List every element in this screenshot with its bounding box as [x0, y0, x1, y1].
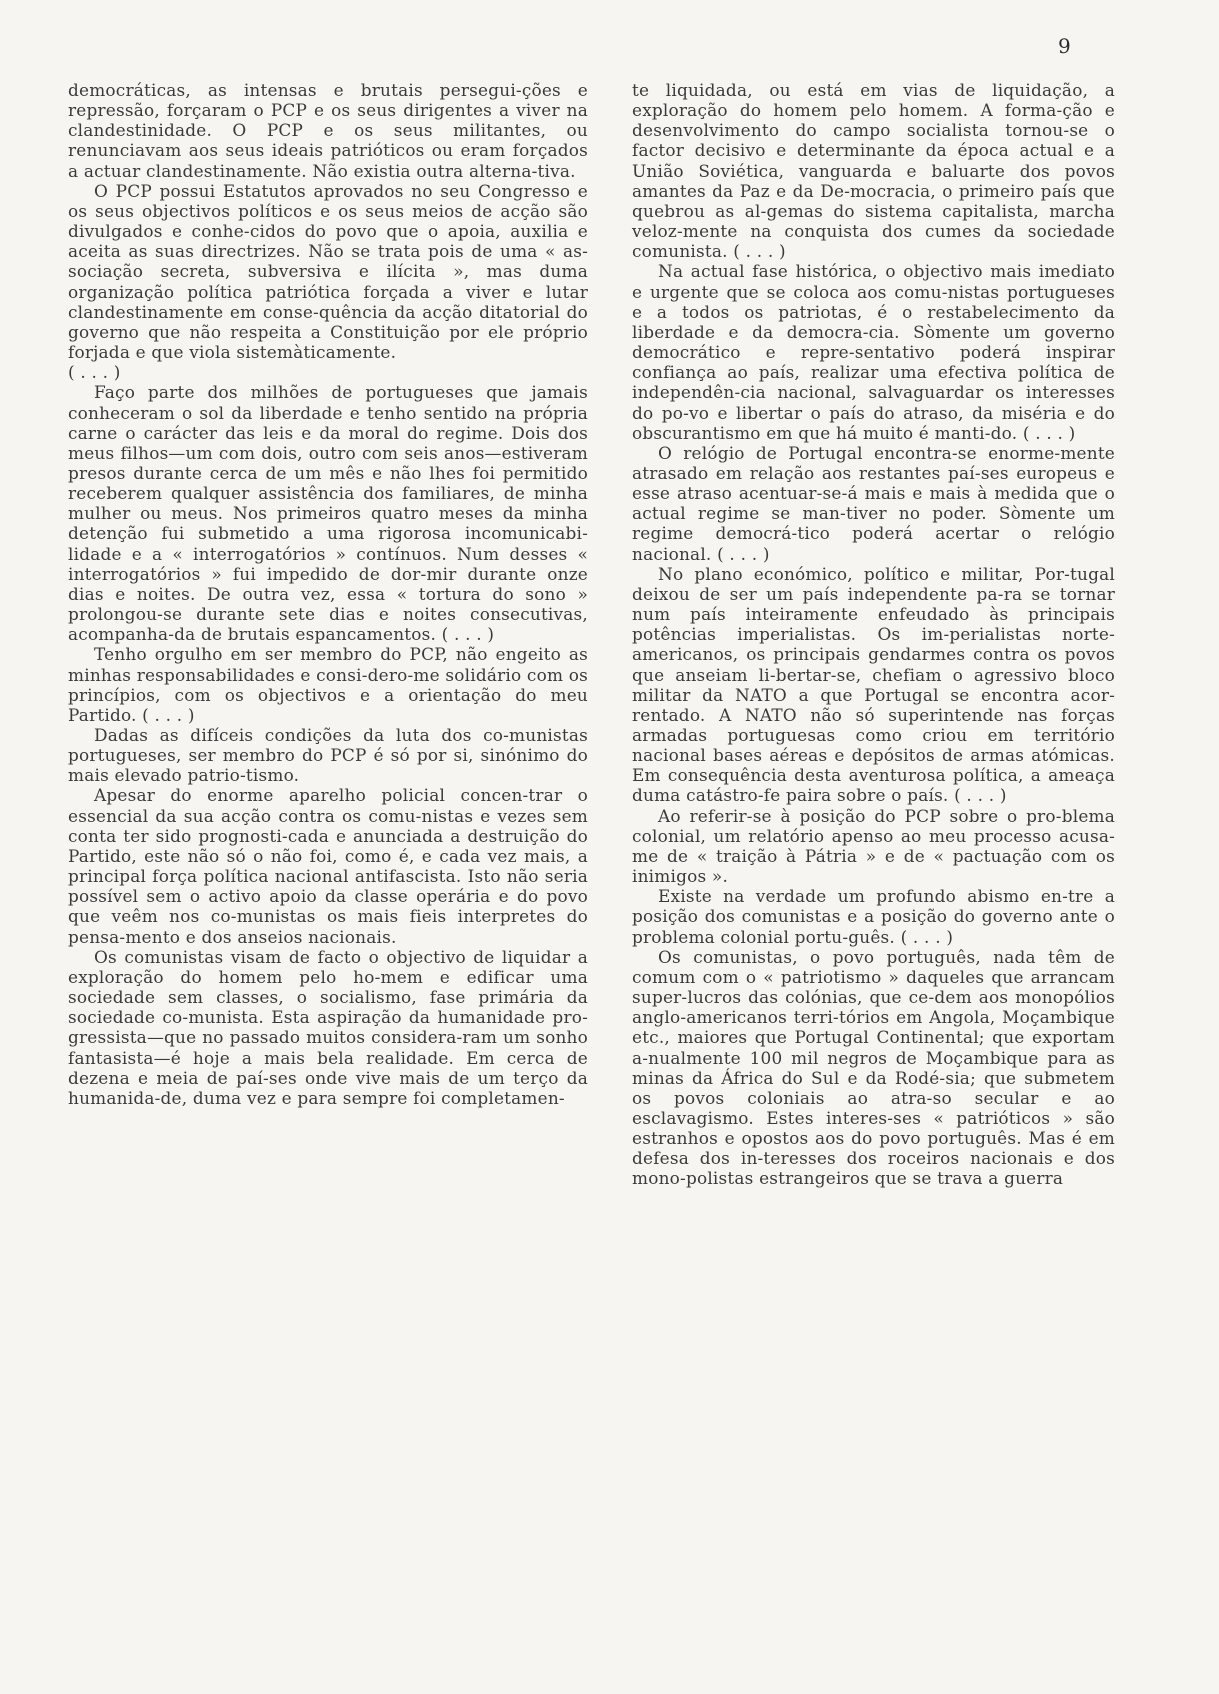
paragraph: Tenho orgulho em ser membro do PCP, não engeito as minhas responsabilidades e consi-dero-me solidário com os princípios, com os objectivos e a orientação do meu Partido. ( . . . ): [68, 644, 588, 725]
paragraph: te liquidada, ou está em vias de liquidação, a exploração do homem pelo homem. A forma-ção e desenvolvimento do campo socialista tornou-se o factor decisivo e determinante da época actual e a União Soviética, vanguarda e baluarte dos povos amantes da Paz e da De-mocracia, o primeiro país que quebrou as al-gemas do sistema capitalista, marcha veloz-mente na conquista dos cumes da sociedade comunista. ( . . . ): [632, 80, 1115, 262]
paragraph: Na actual fase histórica, o objectivo mais imediato e urgente que se coloca aos comu-nistas portugueses e a todos os patriotas, é o restabelecimento da liberdade e da democra-cia. Sòmente um governo democrático e repre-sentativo poderá inspirar confiança ao país, realizar uma efectiva política de independên-cia nacional, salvaguardar os interesses do po-vo e libertar o país do atraso, da miséria e do obscurantismo em que há muito é manti-do. ( . . . ): [632, 261, 1115, 443]
paragraph: O relógio de Portugal encontra-se enorme-mente atrasado em relação aos restantes paí-ses europeus e esse atraso acentuar-se-á mais e mais à medida que o actual regime se man-tiver no poder. Sòmente um regime democrá-tico poderá acertar o relógio nacional. ( . . . ): [632, 442, 1115, 564]
left-column: [68, 80, 588, 1108]
paragraph: democráticas, as intensas e brutais persegui-ções e repressão, forçaram o PCP e os seus dirigentes a viver na clandestinidade. O PCP e os seus militantes, ou renunciavam aos seus ideais patrióticos ou eram forçados a actuar clandestinamente. Não existia outra alterna-tiva.: [68, 80, 588, 181]
paragraph: Apesar do enorme aparelho policial concen-trar o essencial da sua acção contra os comu-nistas e vezes sem conta ter sido prognosti-cada e anunciada a destruição do Partido, este não só o não foi, como é, e cada vez mais, a principal força política nacional antifascista. Isto não seria possível sem o activo apoio da classe operária e do povo que veêm nos co-munistas os mais fieis interpretes do pensa-mento e dos anseios nacionais.: [68, 785, 588, 947]
paragraph: Faço parte dos milhões de portugueses que jamais conheceram o sol da liberdade e tenho sentido na própria carne o carácter das leis e da moral do regime. Dois dos meus filhos—um com dois, outro com seis anos—estiveram presos durante cerca de um mês e não lhes foi permitido receberem qualquer assistência dos familiares, de minha mulher ou meus. Nos primeiros quatro meses da minha detenção fui submetido a uma rigorosa incomunicabi-lidade e a « interrogatórios » contínuos. Num desses « interrogatórios » fui impedido de dor-mir durante onze dias e noites. De outra vez, essa « tortura do sono » prolongou-se durante sete dias e noites consecutivas, acompanha-da de brutais espancamentos. ( . . . ): [68, 382, 588, 645]
ellipsis-marker: ( . . . ): [68, 362, 121, 383]
page-number: 9: [1058, 34, 1071, 58]
paragraph: Os comunistas, o povo português, nada têm de comum com o « patriotismo » daqueles que arrancam super-lucros das colónias, que ce-dem aos monopólios anglo-americanos terri-tórios em Angola, Moçambique etc., maiores que Portugal Continental; que exportam a-nualmente 100 mil negros de Moçambique para as minas da África do Sul e da Rodé-sia; que submetem os povos coloniais ao atra-so secular e ao esclavagismo. Estes interes-ses « patrióticos » são estranhos e opostos aos do povo português. Mas é em defesa dos in-teresses dos roceiros nacionais e dos mono-polistas estrangeiros que se trava a guerra: [632, 946, 1115, 1189]
paragraph: No plano económico, político e militar, Por-tugal deixou de ser um país independente pa-ra se tornar num país inteiramente enfeudado às principais potências imperialistas. Os im-perialistas norte-americanos, os principais gendarmes contra os povos que anseiam li-bertar-se, chefiam o agressivo bloco militar da NATO a que Portugal se encontra acor-rentado. A NATO não só superintende nas forças armadas portuguesas como criou em território nacional bases aéreas e depósitos de armas atómicas. Em consequência desta aventurosa política, a ameaça duma catástro-fe paira sobre o país. ( . . . ): [632, 563, 1115, 806]
paragraph: O PCP possui Estatutos aprovados no seu Congresso e os seus objectivos políticos e os seus meios de acção são divulgados e conhe-cidos do povo que o apoia, auxilia e aceita as suas directrizes. Não se trata pois de uma « as-sociação secreta, subversiva e ilícita », mas duma organização política patriótica forçada a viver e lutar clandestinamente em conse-quência da acção ditatorial do governo que não respeita a Constituição por ele próprio forjada e que viola sistemàticamente.: [68, 180, 588, 363]
paragraph: Existe na verdade um profundo abismo en-tre a posição dos comunistas e a posição do governo ante o problema colonial portu-guês. ( . . . ): [632, 886, 1115, 947]
paragraph: Dadas as difíceis condições da luta dos co-munistas portugueses, ser membro do PCP é só por si, sinónimo do mais elevado patrio-tismo.: [68, 725, 588, 786]
paragraph: Os comunistas visam de facto o objectivo de liquidar a exploração do homem pelo ho-mem e edificar uma sociedade sem classes, o socialismo, fase primária da sociedade co-munista. Esta aspiração da humanidade pro-gressista—que no passado muitos considera-ram um sonho fantasista—é hoje a mais bela realidade. Em cerca de dezena e meia de paí-ses onde vive mais de um terço da humanida-de, duma vez e para sempre foi completamen-: [68, 946, 588, 1108]
paragraph: Ao referir-se à posição do PCP sobre o pro-blema colonial, um relatório apenso ao meu processo acusa-me de « traição à Pátria » e de « pactuação com os inimigos ».: [632, 805, 1115, 887]
right-column: [632, 80, 1115, 1189]
